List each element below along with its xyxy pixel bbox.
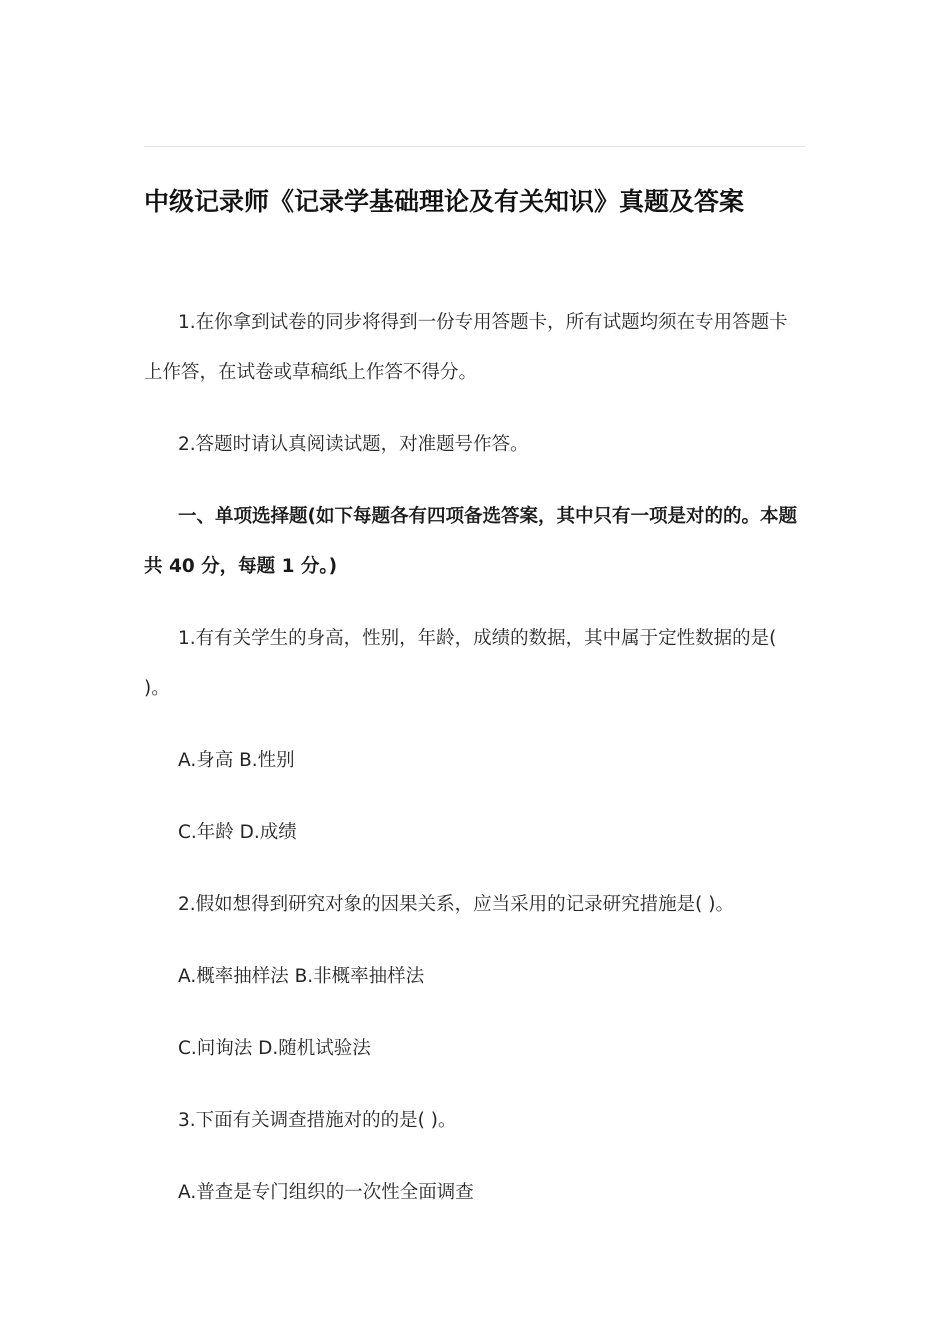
document-title: 中级记录师《记录学基础理论及有关知识》真题及答案 (144, 187, 745, 216)
question-2: 2.假如想得到研究对象的因果关系，应当采用的记录研究措施是( )。 (178, 894, 734, 915)
instruction-1: 1.在你拿到试卷的同步将得到一份专用答题卡，所有试题均须在专用答题卡上作答，在试卷或草稿纸上作答不得分。 (144, 312, 788, 383)
section-heading: 一、单项选择题(如下每题各有四项备选答案，其中只有一项是对的的。本题共 40 分，每题 1 分。) (144, 506, 797, 577)
question-3-option-a: A.普查是专门组织的一次性全面调查 (178, 1182, 474, 1203)
question-3: 3.下面有关调查措施对的的是( )。 (178, 1110, 457, 1131)
header-divider (144, 146, 806, 147)
instruction-2: 2.答题时请认真阅读试题，对准题号作答。 (178, 434, 529, 455)
question-2-options-cd: C.问询法 D.随机试验法 (178, 1038, 371, 1059)
document-body (144, 298, 806, 1240)
question-1: 1.有有关学生的身高，性别，年龄，成绩的数据，其中属于定性数据的是( )。 (144, 628, 777, 699)
question-1-options-ab: A.身高 B.性别 (178, 750, 295, 771)
question-1-options-cd: C.年龄 D.成绩 (178, 822, 297, 843)
question-2-options-ab: A.概率抽样法 B.非概率抽样法 (178, 966, 425, 987)
